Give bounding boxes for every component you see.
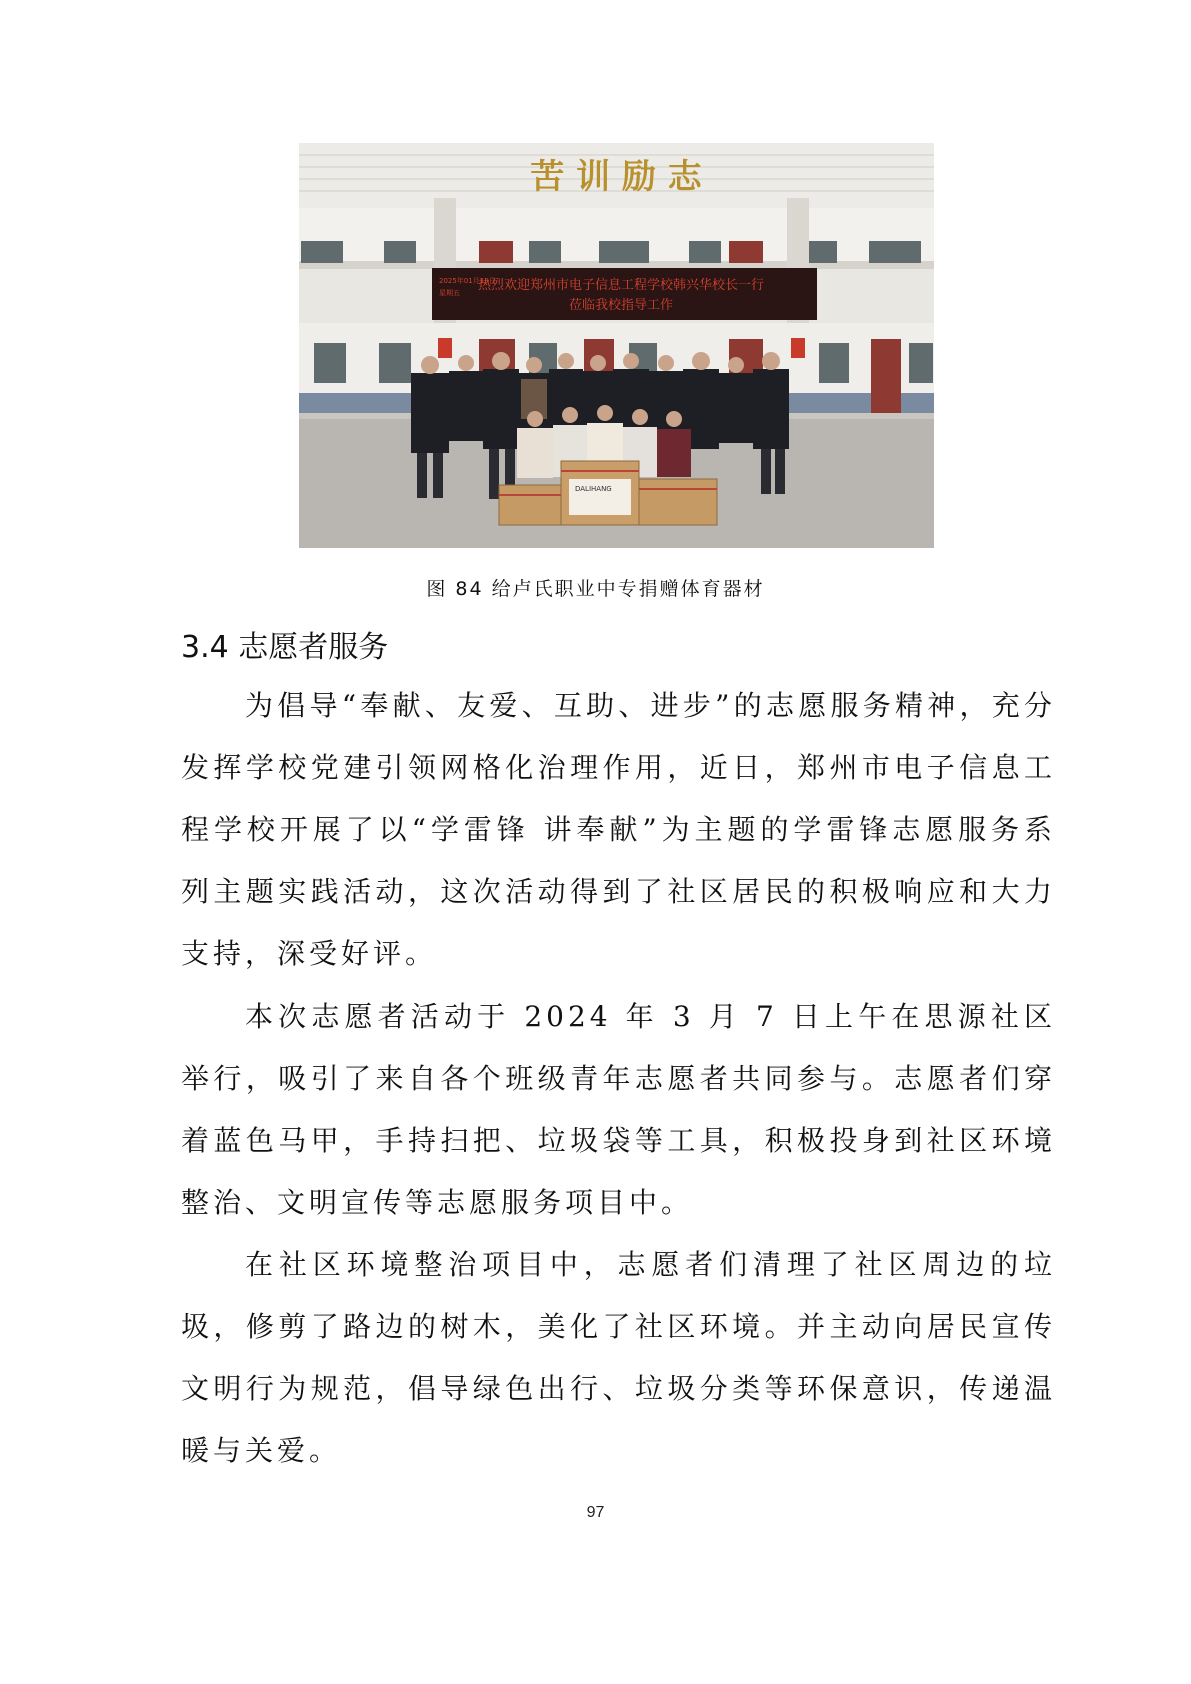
body-paragraph-3: 在社区环境整治项目中，志愿者们清理了社区周边的垃圾，修剪了路边的树木，美化了社区环境。并主动向居民宣传文明行为规范，倡导绿色出行、垃圾分类等环保意识，传递温暖与关爱。 — [181, 1248, 1056, 1467]
figure-caption: 图 84 给卢氏职业中专捐赠体育器材 — [426, 578, 765, 600]
section-heading: 3.4 志愿者服务 — [181, 630, 389, 665]
led-date: 2025年01月13日 — [439, 277, 496, 285]
led-weekday: 星期五 — [439, 289, 460, 297]
building-slogan: 苦 训 励 志 — [530, 157, 702, 197]
page-number: 97 — [586, 1504, 605, 1521]
body-paragraph-1: 为倡导“奉献、友爱、互助、进步”的志愿服务精神，充分发挥学校党建引领网格化治理作用，近日，郑州市电子信息工程学校开展了以“学雷锋 讲奉献”为主题的学雷锋志愿服务系列主题实践活动，这次活动得到了社区居民的积极响应和大力支持，深受好评。 — [181, 689, 1056, 970]
led-banner-line2: 莅临我校指导工作 — [568, 298, 674, 313]
group-photo-illustration — [299, 143, 934, 548]
figure-photo — [299, 143, 934, 548]
led-banner-line1: 热烈欢迎郑州市电子信息工程学校韩兴华校长一行 — [477, 278, 765, 293]
body-paragraph-2: 本次志愿者活动于 2024 年 3 月 7 日上午在思源社区举行，吸引了来自各个班级青年志愿者共同参与。志愿者们穿着蓝色马甲，手持扫把、垃圾袋等工具，积极投身到社区环境整治、文明宣传等志愿服务项目中。 — [181, 1000, 1056, 1219]
box-label: DALIHANG — [575, 485, 612, 493]
